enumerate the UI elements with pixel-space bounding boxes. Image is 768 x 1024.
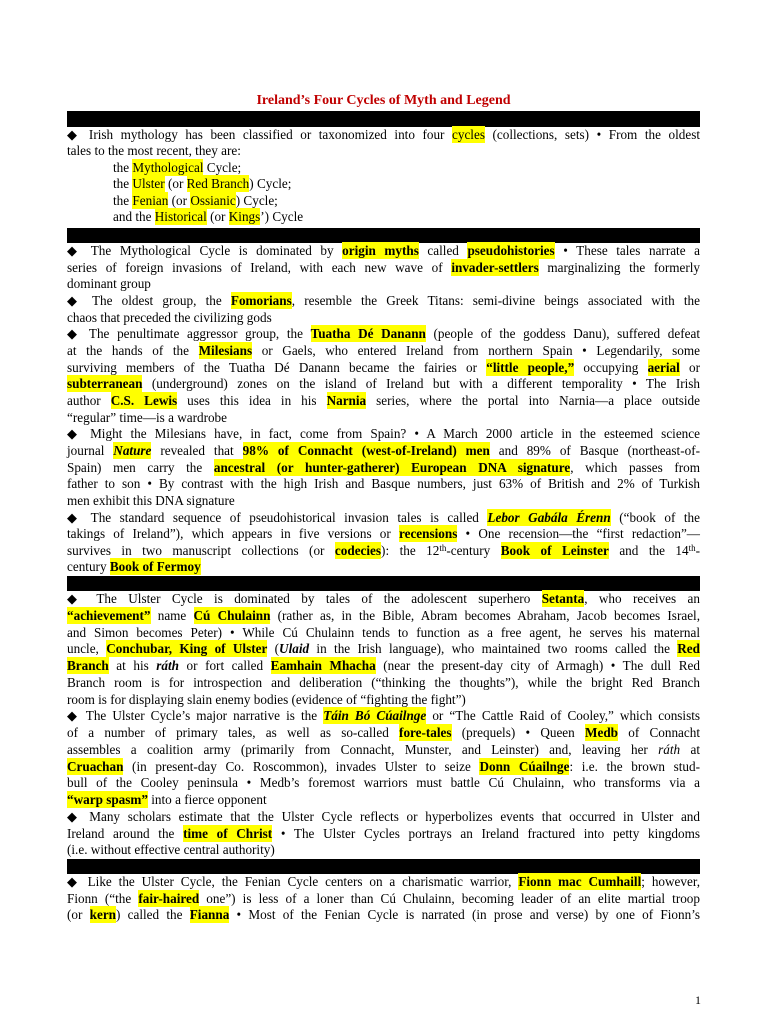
text-run: or “The Cattle Raid of Cooley,” which consists bbox=[426, 708, 701, 724]
text-run: Spain) men carry the bbox=[67, 459, 214, 475]
text-run: at bbox=[680, 741, 700, 757]
text-line bbox=[67, 559, 700, 576]
paragraph-lines bbox=[67, 809, 700, 859]
text-run: , resemble the Greek Titans: semi-divine beings associated with the bbox=[291, 292, 700, 308]
highlighted-term: Narnia bbox=[326, 392, 367, 408]
paragraph bbox=[67, 243, 700, 293]
text-line bbox=[67, 692, 700, 709]
text-run: (“book of the bbox=[610, 509, 701, 525]
paragraph-lines bbox=[67, 591, 700, 708]
text-line bbox=[67, 891, 700, 908]
paragraph bbox=[67, 510, 700, 577]
text-run: room is for displaying slain enemy bodies (evidence of “fighting the fight”) bbox=[67, 691, 466, 707]
text-run: uncle, bbox=[67, 641, 107, 657]
text-line bbox=[67, 343, 700, 360]
text-run: (near the present-day city of Armagh) • The dull Red bbox=[375, 658, 700, 673]
highlighted-term: C.S. Lewis bbox=[110, 392, 178, 408]
text-line bbox=[67, 608, 700, 625]
text-run: and the bbox=[113, 209, 155, 225]
highlighted-term: recensions bbox=[398, 526, 458, 542]
paragraph-lines bbox=[67, 326, 700, 426]
emphasized-term: ráth bbox=[156, 658, 180, 673]
text-line bbox=[67, 874, 700, 891]
text-run: marginalizing the formerly bbox=[538, 259, 701, 275]
highlighted-term: Kings bbox=[228, 209, 261, 225]
text-line bbox=[67, 792, 700, 809]
text-run: (underground) zones on the island of Ireland but with a different temporality • The Irish bbox=[142, 376, 700, 392]
text-run: of a number of primary tales, as well as so-called bbox=[67, 725, 400, 740]
section-overview bbox=[67, 127, 700, 225]
text-line bbox=[67, 493, 700, 510]
text-run: ◆ The oldest group, the bbox=[67, 292, 231, 308]
text-run: (rather as, in the Bible, Abram becomes Abraham, Jacob becomes Israel, bbox=[270, 607, 701, 623]
text-line bbox=[67, 543, 700, 560]
highlighted-term: Setanta bbox=[541, 591, 585, 606]
text-run: survives in two manuscript collections (or bbox=[67, 542, 335, 558]
highlighted-term: ancestral (or hunter-gatherer) European DNA signature bbox=[213, 459, 571, 475]
list-item bbox=[67, 160, 700, 176]
text-run: revealed that bbox=[151, 442, 243, 458]
text-run: ◆ The Ulster Cycle is dominated by tales of the adolescent superhero bbox=[67, 591, 542, 606]
section-divider-bar bbox=[67, 111, 700, 127]
paragraph bbox=[67, 874, 700, 924]
text-run: : i.e. the brown stud- bbox=[569, 758, 700, 774]
text-run: tales to the most recent, they are: bbox=[67, 143, 241, 159]
paragraph bbox=[67, 426, 700, 509]
text-run: (or bbox=[67, 907, 90, 923]
text-run: or fort called bbox=[179, 658, 271, 673]
text-run: and 89% of Basque (northeast-of- bbox=[489, 442, 700, 458]
text-line bbox=[67, 759, 700, 776]
text-run: ◆ Many scholars estimate that the Ulster Cycle reflects or hyperbolizes events that occurred in Ulster and bbox=[67, 808, 700, 824]
text-run: or Gaels, who entered Ireland from northern Spain • Legendarily, some bbox=[252, 342, 700, 358]
list-item bbox=[67, 176, 700, 192]
text-run: ) Cycle; bbox=[235, 192, 278, 208]
text-line bbox=[67, 293, 700, 310]
text-run: takings of Ireland”), which appears in five versions or bbox=[67, 526, 399, 542]
text-line bbox=[67, 143, 700, 159]
text-run: -century bbox=[446, 542, 501, 558]
highlighted-term: subterranean bbox=[67, 376, 143, 392]
text-run: ) Cycle; bbox=[249, 176, 292, 192]
text-line bbox=[67, 360, 700, 377]
highlighted-term: time of Christ bbox=[183, 825, 273, 841]
text-run: and Simon becomes Peter) • While Cú Chulainn tends to function as a free agent, he serves his maternal bbox=[67, 624, 700, 640]
text-run: surviving members of the Tuatha Dé Danann became the fairies or bbox=[67, 359, 487, 375]
paragraph-lines bbox=[67, 708, 700, 809]
text-run: of Connacht bbox=[617, 725, 701, 740]
text-line bbox=[67, 326, 700, 343]
highlighted-term: Lebor Gabála Érenn bbox=[487, 509, 611, 525]
text-run: • One recension—the “first redaction”— bbox=[457, 526, 700, 542]
section-divider-bar bbox=[67, 228, 700, 243]
paragraph bbox=[67, 127, 700, 225]
paragraph-lines bbox=[67, 510, 700, 577]
paragraph bbox=[67, 326, 700, 426]
emphasized-term: ráth bbox=[658, 741, 681, 757]
text-run: ◆ Like the Ulster Cycle, the Fenian Cycle centers on a charismatic warrior, bbox=[67, 874, 519, 889]
text-run: ◆ The Mythological Cycle is dominated by bbox=[67, 243, 343, 258]
text-run: chaos that preceded the civilizing gods bbox=[67, 309, 272, 325]
paragraph-lines bbox=[67, 127, 700, 160]
text-line bbox=[67, 809, 700, 826]
page-number: 1 bbox=[695, 993, 701, 1007]
highlighted-term: Fenian bbox=[132, 192, 169, 208]
paragraph bbox=[67, 809, 700, 859]
text-run: Fionn (“the bbox=[67, 890, 139, 906]
text-line bbox=[67, 742, 700, 759]
text-line bbox=[67, 260, 700, 277]
highlighted-term: origin myths bbox=[342, 243, 419, 258]
ordinal-superscript: th bbox=[688, 542, 696, 553]
list-item bbox=[67, 209, 700, 225]
text-line bbox=[67, 410, 700, 427]
highlighted-term: “warp spasm” bbox=[67, 792, 148, 807]
text-run: Branch room is for introspection and deliberation (“thinking the thoughts”), while the bright Red Branch bbox=[67, 674, 700, 690]
text-run: (or bbox=[206, 209, 229, 225]
text-line bbox=[67, 842, 700, 859]
text-run: the bbox=[113, 159, 133, 175]
text-line bbox=[67, 826, 700, 843]
highlighted-term: Book of Fermoy bbox=[109, 559, 201, 575]
highlighted-term: Historical bbox=[154, 209, 207, 225]
text-line bbox=[67, 658, 700, 675]
text-run: century bbox=[67, 559, 110, 575]
paragraph bbox=[67, 708, 700, 809]
highlighted-term: Mythological bbox=[132, 159, 204, 175]
highlighted-term: Conchubar, King of Ulster bbox=[106, 641, 268, 657]
text-line bbox=[67, 243, 700, 260]
list-item bbox=[67, 193, 700, 209]
text-run: ◆ The penultimate aggressor group, the bbox=[67, 326, 311, 342]
text-run: series of foreign invasions of Ireland, with each new wave of bbox=[67, 259, 452, 275]
text-line bbox=[67, 476, 700, 493]
text-run: ’) Cycle bbox=[260, 209, 304, 225]
text-line bbox=[67, 625, 700, 642]
highlighted-term: Cú Chulainn bbox=[193, 607, 271, 623]
text-line bbox=[67, 127, 700, 143]
text-run: at his bbox=[108, 658, 157, 673]
text-line bbox=[67, 376, 700, 393]
highlighted-term: pseudohistories bbox=[467, 243, 555, 258]
text-run: one”) is less of a loner than Cú Chulainn, becoming leader of an elite martial troop bbox=[199, 890, 700, 906]
text-run: in the Irish language), who maintained two rooms called the bbox=[309, 641, 678, 657]
section-divider-bar bbox=[67, 859, 700, 874]
text-run: ; however, bbox=[641, 874, 700, 889]
highlighted-term: aerial bbox=[647, 359, 680, 375]
paragraph-lines bbox=[67, 874, 700, 924]
paragraph-lines bbox=[67, 426, 700, 509]
highlighted-term: Eamhain Mhacha bbox=[270, 658, 376, 673]
section-mythological-cycle bbox=[67, 243, 700, 576]
text-run: (collections, sets) • From the oldest bbox=[484, 127, 701, 142]
text-run: ) called the bbox=[116, 907, 190, 923]
text-run: and the 14 bbox=[608, 542, 689, 558]
text-run: - bbox=[695, 542, 700, 558]
text-run: (or bbox=[164, 176, 187, 192]
document-title: Ireland’s Four Cycles of Myth and Legend bbox=[256, 93, 511, 108]
highlighted-term: “little people,” bbox=[486, 359, 575, 375]
text-run: , which passes from bbox=[570, 459, 700, 475]
text-run: uses this idea in his bbox=[177, 392, 327, 408]
text-run: bull of the Cooley peninsula • Medb’s foremost warriors must battle Cú Chulainn, who transforms via a bbox=[67, 775, 700, 791]
text-line bbox=[67, 907, 700, 924]
text-line bbox=[67, 708, 700, 725]
text-run: (prequels) • Queen bbox=[451, 725, 586, 740]
highlighted-term: invader-settlers bbox=[451, 259, 539, 275]
text-line bbox=[67, 591, 700, 608]
highlighted-term: cycles bbox=[452, 127, 485, 142]
text-run: , who receives an bbox=[584, 591, 700, 606]
text-line bbox=[67, 641, 700, 658]
text-run: ◆ The standard sequence of pseudohistorical invasion tales is called bbox=[67, 509, 488, 525]
section-divider-bar bbox=[67, 576, 700, 591]
paragraph-lines bbox=[67, 293, 700, 326]
highlighted-term: Donn Cúailnge bbox=[479, 758, 570, 774]
text-run: • These tales narrate a bbox=[554, 243, 700, 258]
text-run: Ireland around the bbox=[67, 825, 184, 841]
text-line bbox=[67, 393, 700, 410]
section-fenian-cycle bbox=[67, 874, 700, 924]
highlighted-term: 98% of Connacht (west-of-Ireland) men bbox=[242, 442, 490, 458]
text-run: (people of the goddess Danu), suffered defeat bbox=[425, 326, 700, 342]
text-run: men exhibit this DNA signature bbox=[67, 492, 235, 508]
text-run: Cycle; bbox=[203, 159, 242, 175]
text-line bbox=[67, 725, 700, 742]
highlighted-term: Medb bbox=[585, 725, 618, 740]
text-run: • The Ulster Cycles portrays an Ireland fractured into petty kingdoms bbox=[272, 825, 700, 841]
highlighted-term: Fianna bbox=[189, 907, 230, 923]
text-run: journal bbox=[67, 442, 114, 458]
text-run: or bbox=[679, 359, 700, 375]
text-run: father to son • By contrast with the high Irish and Basque numbers, just 63% of British and 2% of Turkish bbox=[67, 476, 700, 492]
highlighted-term: “achievement” bbox=[67, 607, 151, 623]
highlighted-term: Ulster bbox=[132, 176, 165, 192]
paragraph bbox=[67, 591, 700, 708]
text-run: at the hands of the bbox=[67, 342, 199, 358]
text-line bbox=[67, 675, 700, 692]
highlighted-term: kern bbox=[89, 907, 116, 923]
text-run: (in present-day Co. Roscommon), invades Ulster to seize bbox=[123, 758, 480, 774]
ordinal-superscript: th bbox=[439, 542, 447, 553]
text-run: ( bbox=[267, 641, 280, 657]
highlighted-term: Red bbox=[677, 641, 700, 657]
section-ulster-cycle bbox=[67, 591, 700, 859]
text-line bbox=[67, 310, 700, 327]
text-line bbox=[67, 775, 700, 792]
text-run: assembles a coalition army (primarily from Connacht, Munster, and Leinster) and, leaving her bbox=[67, 741, 659, 757]
text-run: dominant group bbox=[67, 276, 151, 292]
text-run: ◆ Might the Milesians have, in fact, come from Spain? • A March 2000 article in the esteemed science bbox=[67, 426, 700, 442]
highlighted-term: fore-tales bbox=[399, 725, 452, 740]
text-run: “regular” time—is a wardrobe bbox=[67, 409, 228, 425]
text-line bbox=[67, 276, 700, 293]
text-line bbox=[67, 426, 700, 443]
text-run: author bbox=[67, 392, 111, 408]
text-run: (i.e. without effective central authority) bbox=[67, 842, 275, 858]
text-run: ◆ Irish mythology has been classified or taxonomized into four bbox=[67, 127, 452, 142]
text-line bbox=[67, 460, 700, 477]
highlighted-term: codecies bbox=[334, 542, 382, 558]
cycle-list bbox=[67, 160, 700, 226]
highlighted-term: Book of Leinster bbox=[500, 542, 609, 558]
paragraph-lines bbox=[67, 243, 700, 293]
text-run: • Most of the Fenian Cycle is narrated (in prose and verse) by one of Fionn’s bbox=[229, 907, 700, 923]
paragraph bbox=[67, 293, 700, 326]
text-run: name bbox=[150, 607, 194, 623]
text-run: ◆ The Ulster Cycle’s major narrative is the bbox=[67, 708, 324, 724]
highlighted-term: Fomorians bbox=[230, 292, 292, 308]
highlighted-term: Tuatha Dé Danann bbox=[310, 326, 426, 342]
highlighted-term: Red Branch bbox=[186, 176, 250, 192]
text-run: occupying bbox=[574, 359, 648, 375]
highlighted-term: Táin Bó Cúailnge bbox=[323, 708, 427, 724]
text-line bbox=[67, 526, 700, 543]
text-run: ): the 12 bbox=[381, 542, 440, 558]
highlighted-term: fair-haired bbox=[138, 890, 200, 906]
highlighted-term: Fionn mac Cumhaill bbox=[518, 874, 642, 889]
highlighted-term: Branch bbox=[67, 658, 109, 673]
text-run: the bbox=[113, 176, 133, 192]
text-run: called bbox=[418, 243, 468, 258]
text-run: the bbox=[113, 192, 133, 208]
highlighted-term: Nature bbox=[113, 442, 152, 458]
highlighted-term: Ossianic bbox=[190, 192, 236, 208]
text-line bbox=[67, 443, 700, 460]
text-run: series, where the portal into Narnia—a place outside bbox=[366, 392, 700, 408]
text-line bbox=[67, 510, 700, 527]
highlighted-term: Milesians bbox=[198, 342, 253, 358]
highlighted-term: Cruachan bbox=[67, 758, 124, 774]
text-run: (or bbox=[168, 192, 191, 208]
emphasized-term: Ulaid bbox=[279, 641, 310, 657]
text-run: into a fierce opponent bbox=[147, 792, 267, 807]
